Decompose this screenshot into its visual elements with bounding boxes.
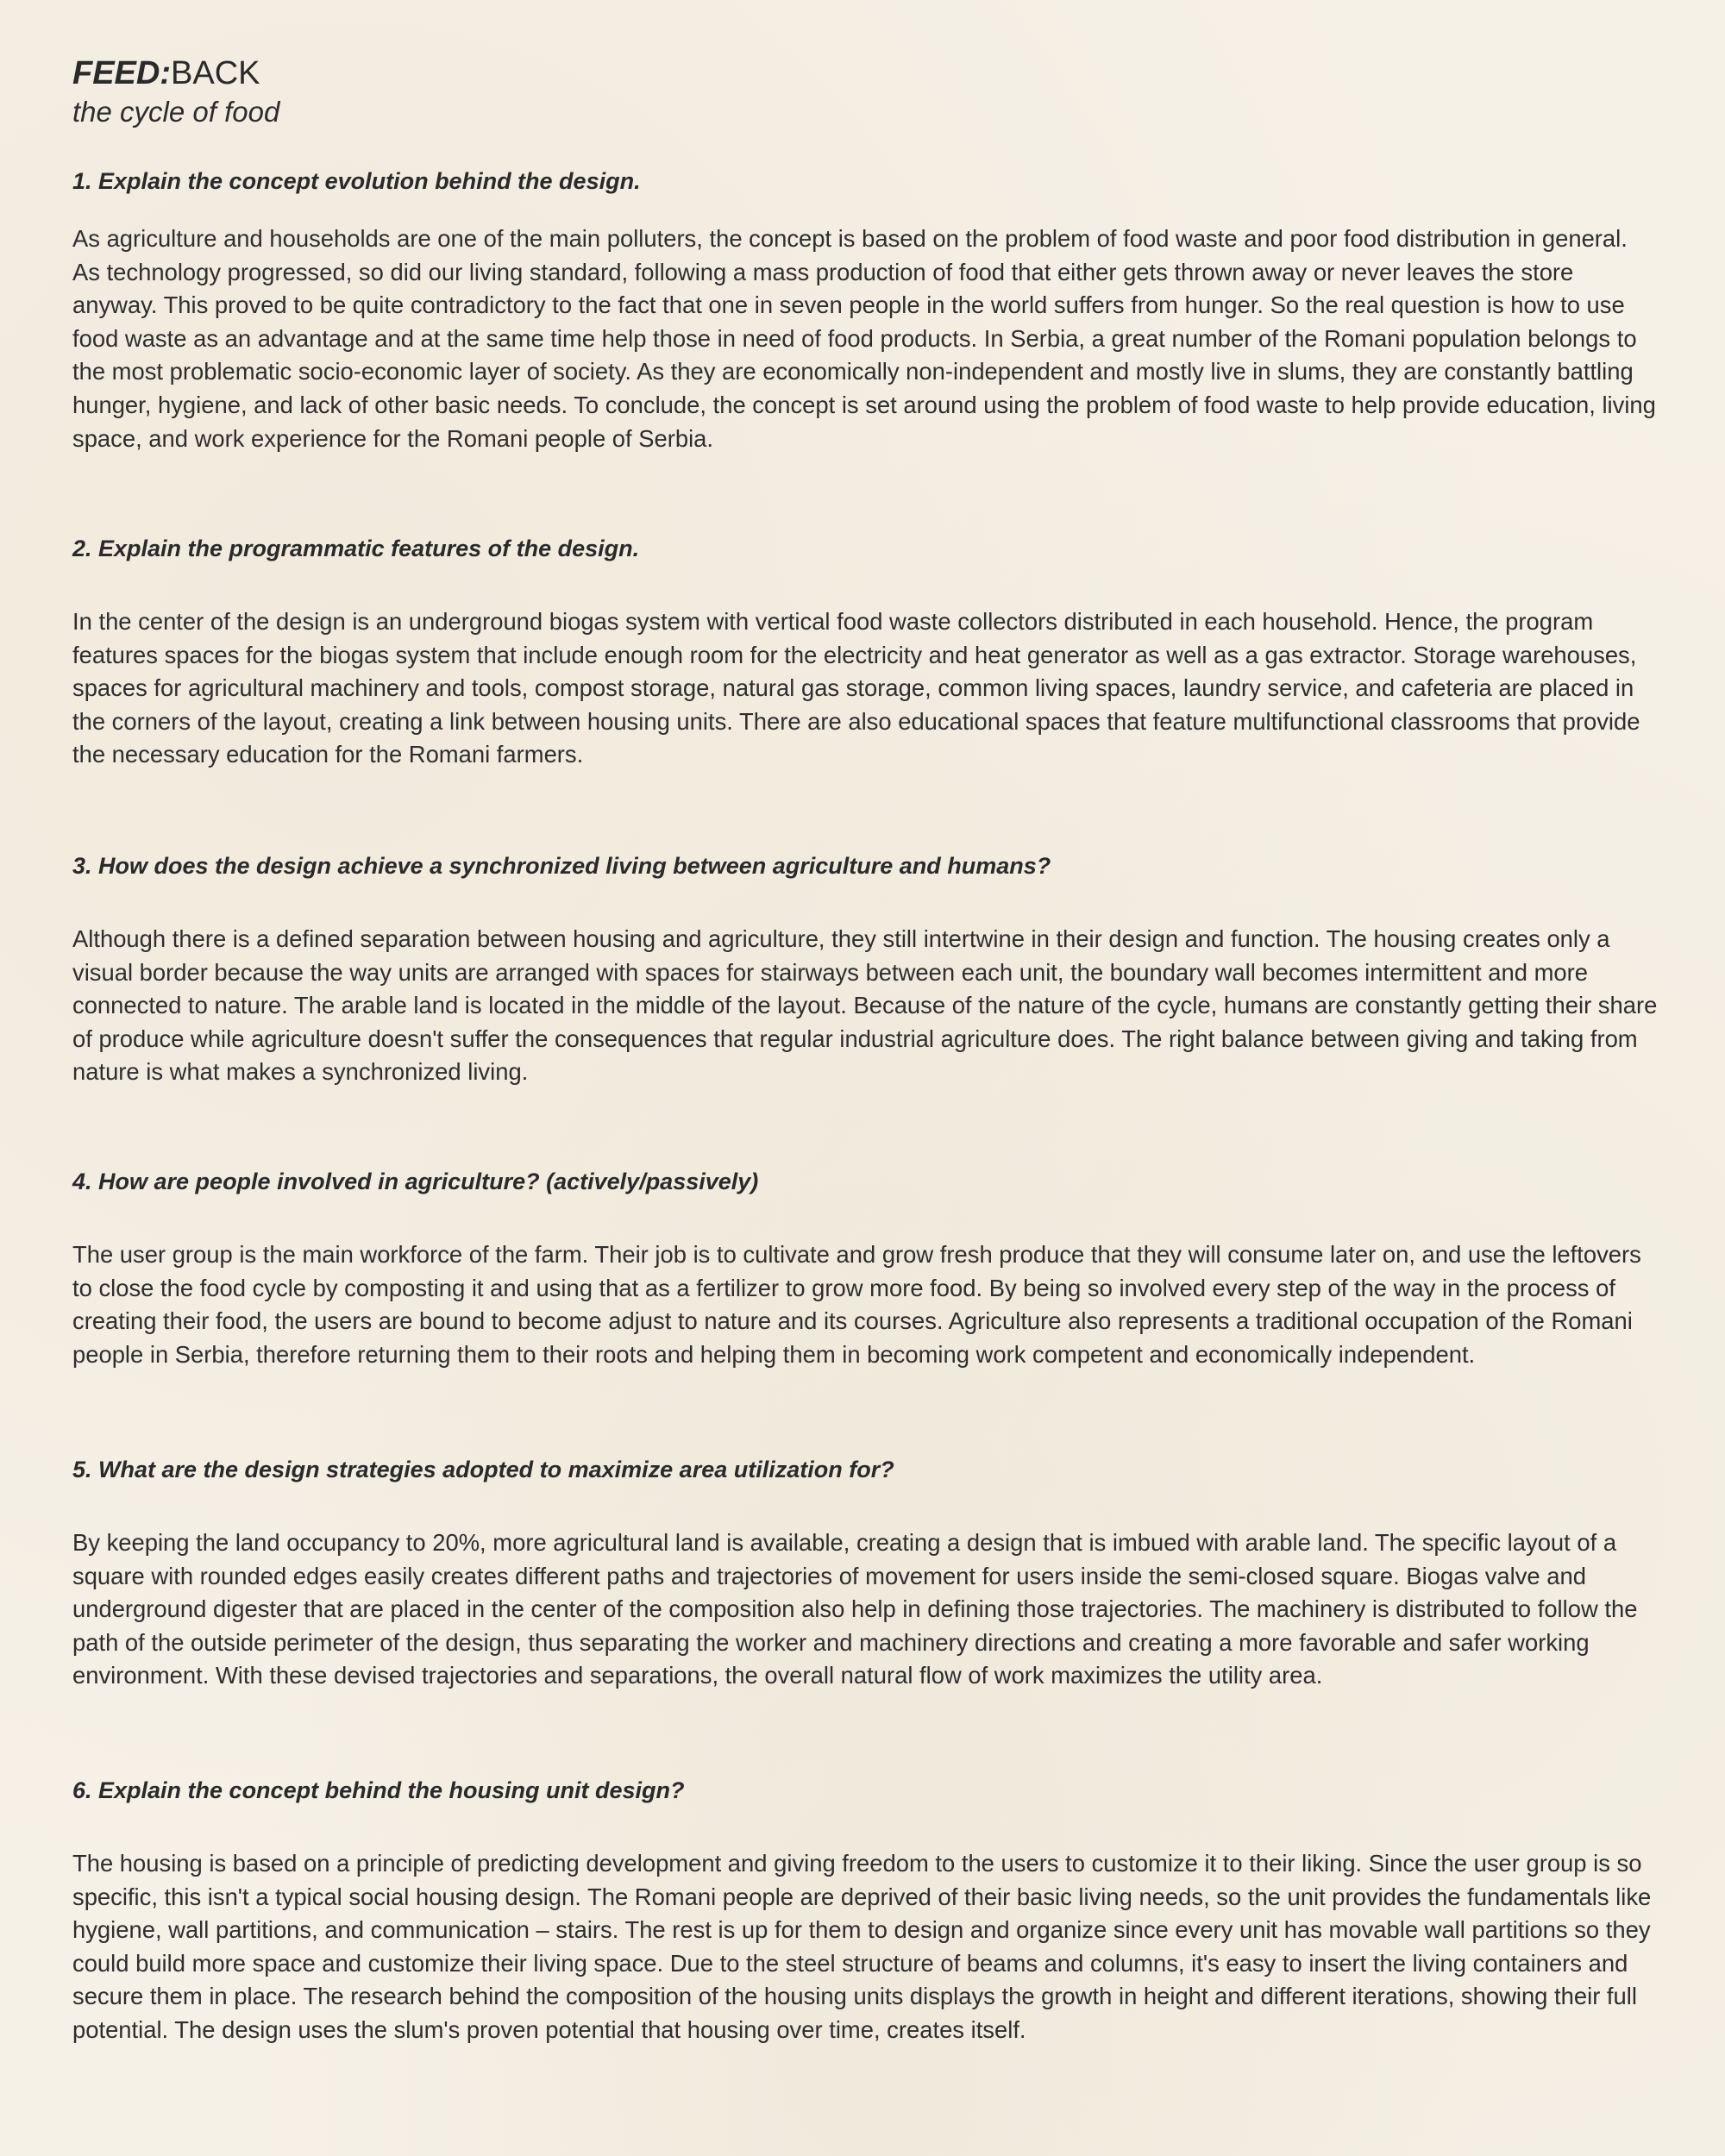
title-back: BACK [171, 55, 260, 91]
document-subtitle: the cycle of food [72, 96, 280, 128]
question-1: 1. Explain the concept evolution behind the design. [72, 168, 641, 194]
document-header [72, 53, 279, 131]
answer-2: In the center of the design is an underground biogas system with vertical food waste collectors distributed in each household. Hence, the program features spaces for the biogas system that include enough room for the electricity and heat generator as well as a gas extractor. Storage warehouses, spaces for agricultural machinery and tools, compost storage, natural gas storage, common living spaces, laundry service, and cafeteria are placed in the corners of the layout, creating a link between housing units. There are also educational spaces that feature multifunctional classrooms that provide the necessary education for the Romani farmers. [72, 608, 1640, 768]
question-6: 6. Explain the concept behind the housing unit design? [72, 1777, 685, 1803]
answer-4: The user group is the main workforce of the farm. Their job is to cultivate and grow fresh produce that they will consume later on, and use the leftovers to close the food cycle by composting it and using that as a fertilizer to grow more food. By being so involved every step of the way in the process of creating their food, the users are bound to become adjust to nature and its courses. Agriculture also represents a traditional occupation of the Romani people in Serbia, therefore returning them to their roots and helping them in becoming work competent and economically independent. [72, 1241, 1641, 1368]
question-5: 5. What are the design strategies adopted to maximize area utilization for? [72, 1457, 894, 1482]
question-4: 4. How are people involved in agriculture? (actively/passively) [72, 1169, 759, 1194]
answer-3: Although there is a defined separation between housing and agriculture, they still intertwine in their design and function. The housing creates only a visual border because the way units are arranged with spaces for stairways between each unit, the boundary wall becomes intermittent and more connected to nature. The arable land is located in the middle of the layout. Because of the nature of the cycle, humans are constantly getting their share of produce while agriculture doesn't suffer the consequences that regular industrial agriculture does. The right balance between giving and taking from nature is what makes a synchronized living. [72, 925, 1658, 1086]
title-feed: FEED: [72, 55, 171, 91]
document-title [72, 53, 279, 93]
answer-5: By keeping the land occupancy to 20%, more agricultural land is available, creating a design that is imbued with arable land. The specific layout of a square with rounded edges easily creates different paths and trajectories of movement for users inside the semi-closed square. Biogas valve and underground digester that are placed in the center of the composition also help in defining those trajectories. The machinery is distributed to follow the path of the outside perimeter of the design, thus separating the worker and machinery directions and creating a more favorable and safer working environment. With these devised trajectories and separations, the overall natural flow of work maximizes the utility area. [72, 1529, 1638, 1689]
question-2: 2. Explain the programmatic features of the design. [72, 536, 640, 561]
answer-1: As agriculture and households are one of the main polluters, the concept is based on the problem of food waste and poor food distribution in general. As technology progressed, so did our living standard, following a mass production of food that either gets thrown away or never leaves the store anyway. This proved to be quite contradictory to the fact that one in seven people in the world suffers from hunger. So the real question is how to use food waste as an advantage and at the same time help those in need of food products. In Serbia, a great number of the Romani population belongs to the most problematic socio-economic layer of society. As they are economically non-independent and mostly live in slums, they are constantly battling hunger, hygiene, and lack of other basic needs. To conclude, the concept is set around using the problem of food waste to help provide education, living space, and work experience for the Romani people of Serbia. [72, 225, 1656, 452]
answer-6: The housing is based on a principle of predicting development and giving freedom to the users to customize it to their liking. Since the user group is so specific, this isn't a typical social housing design. The Romani people are deprived of their basic living needs, so the unit provides the fundamentals like hygiene, wall partitions, and communication – stairs. The rest is up for them to design and organize since every unit has movable wall partitions so they could build more space and customize their living space. Due to the steel structure of beams and columns, it's easy to insert the living containers and secure them in place. The research behind the composition of the housing units displays the growth in height and different iterations, showing their full potential. The design uses the slum's proven potential that housing over time, creates itself. [72, 1850, 1652, 2043]
question-3: 3. How does the design achieve a synchronized living between agriculture and humans? [72, 853, 1051, 879]
